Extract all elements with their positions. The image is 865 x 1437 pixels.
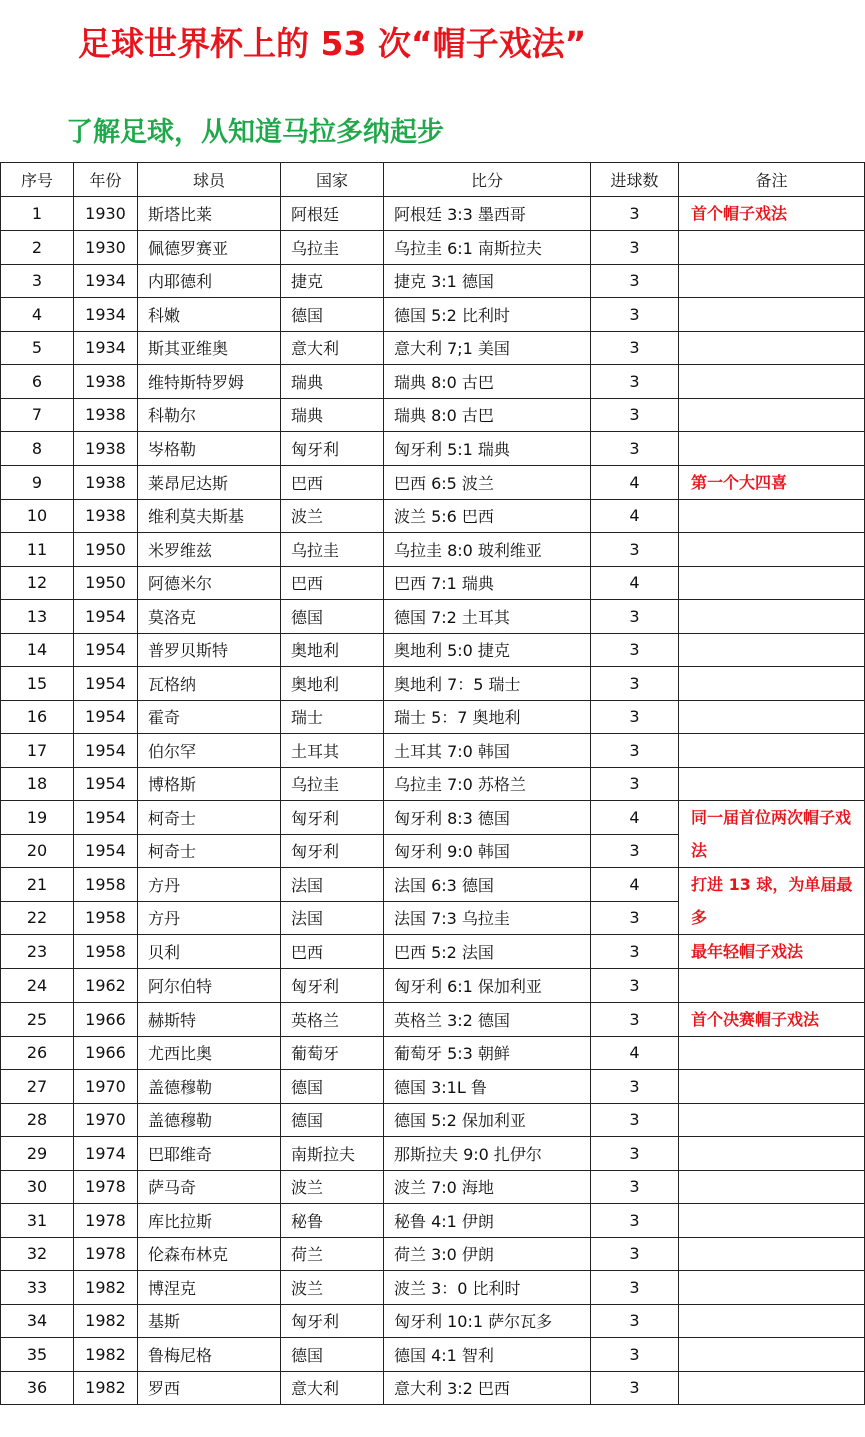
cell-country: 瑞典 bbox=[281, 398, 384, 432]
cell-index: 15 bbox=[1, 667, 74, 701]
cell-country: 瑞士 bbox=[281, 700, 384, 734]
cell-goals: 3 bbox=[591, 1204, 679, 1238]
cell-year: 1978 bbox=[74, 1204, 138, 1238]
cell-note bbox=[679, 1036, 865, 1070]
cell-note: 同一届首位两次帽子戏法 bbox=[679, 801, 865, 868]
cell-index: 9 bbox=[1, 465, 74, 499]
cell-country: 葡萄牙 bbox=[281, 1036, 384, 1070]
cell-player: 伯尔罕 bbox=[138, 734, 281, 768]
cell-note bbox=[679, 566, 865, 600]
cell-index: 33 bbox=[1, 1271, 74, 1305]
cell-note bbox=[679, 1103, 865, 1137]
cell-score: 秘鲁 4:1 伊朗 bbox=[384, 1204, 591, 1238]
cell-year: 1934 bbox=[74, 331, 138, 365]
cell-goals: 4 bbox=[591, 1036, 679, 1070]
cell-index: 28 bbox=[1, 1103, 74, 1137]
cell-player: 伦森布林克 bbox=[138, 1237, 281, 1271]
table-row bbox=[1, 1371, 865, 1405]
cell-note bbox=[679, 600, 865, 634]
cell-year: 1954 bbox=[74, 834, 138, 868]
cell-country: 德国 bbox=[281, 1070, 384, 1104]
cell-note bbox=[679, 1271, 865, 1305]
cell-player: 基斯 bbox=[138, 1304, 281, 1338]
cell-score: 土耳其 7:0 韩国 bbox=[384, 734, 591, 768]
cell-note bbox=[679, 533, 865, 567]
cell-country: 德国 bbox=[281, 298, 384, 332]
table-row bbox=[1, 1070, 865, 1104]
table-row bbox=[1, 734, 865, 768]
cell-country: 波兰 bbox=[281, 1271, 384, 1305]
cell-country: 德国 bbox=[281, 600, 384, 634]
cell-score: 英格兰 3:2 德国 bbox=[384, 1002, 591, 1036]
cell-year: 1958 bbox=[74, 935, 138, 969]
cell-score: 乌拉圭 7:0 苏格兰 bbox=[384, 767, 591, 801]
cell-player: 盖德穆勒 bbox=[138, 1103, 281, 1137]
cell-note bbox=[679, 432, 865, 466]
page-subtitle: 了解足球，从知道马拉多纳起步 bbox=[66, 117, 444, 148]
cell-index: 19 bbox=[1, 801, 74, 835]
cell-score: 德国 5:2 保加利亚 bbox=[384, 1103, 591, 1137]
cell-player: 米罗维兹 bbox=[138, 533, 281, 567]
cell-country: 匈牙利 bbox=[281, 834, 384, 868]
cell-year: 1938 bbox=[74, 465, 138, 499]
cell-player: 瓦格纳 bbox=[138, 667, 281, 701]
cell-player: 阿尔伯特 bbox=[138, 969, 281, 1003]
cell-year: 1982 bbox=[74, 1271, 138, 1305]
cell-goals: 3 bbox=[591, 1002, 679, 1036]
cell-goals: 3 bbox=[591, 935, 679, 969]
cell-year: 1954 bbox=[74, 734, 138, 768]
cell-player: 佩德罗赛亚 bbox=[138, 231, 281, 265]
cell-index: 8 bbox=[1, 432, 74, 466]
cell-player: 莫洛克 bbox=[138, 600, 281, 634]
cell-index: 10 bbox=[1, 499, 74, 533]
cell-player: 贝利 bbox=[138, 935, 281, 969]
table-row bbox=[1, 499, 865, 533]
cell-player: 霍奇 bbox=[138, 700, 281, 734]
cell-index: 1 bbox=[1, 197, 74, 231]
cell-year: 1970 bbox=[74, 1070, 138, 1104]
cell-note bbox=[679, 1070, 865, 1104]
column-header-country: 国家 bbox=[281, 163, 384, 197]
cell-country: 英格兰 bbox=[281, 1002, 384, 1036]
cell-goals: 3 bbox=[591, 264, 679, 298]
cell-note bbox=[679, 633, 865, 667]
cell-goals: 3 bbox=[591, 1271, 679, 1305]
table-row bbox=[1, 1204, 865, 1238]
cell-score: 德国 5:2 比利时 bbox=[384, 298, 591, 332]
table-row bbox=[1, 331, 865, 365]
cell-player: 科勒尔 bbox=[138, 398, 281, 432]
table-row bbox=[1, 868, 865, 902]
cell-country: 南斯拉夫 bbox=[281, 1137, 384, 1171]
cell-score: 德国 7:2 土耳其 bbox=[384, 600, 591, 634]
cell-note bbox=[679, 1237, 865, 1271]
table-row bbox=[1, 667, 865, 701]
cell-year: 1966 bbox=[74, 1002, 138, 1036]
cell-goals: 4 bbox=[591, 465, 679, 499]
table-row bbox=[1, 969, 865, 1003]
cell-player: 博格斯 bbox=[138, 767, 281, 801]
table-row bbox=[1, 801, 865, 835]
cell-player: 维特斯特罗姆 bbox=[138, 365, 281, 399]
cell-index: 30 bbox=[1, 1170, 74, 1204]
cell-player: 方丹 bbox=[138, 868, 281, 902]
cell-year: 1934 bbox=[74, 298, 138, 332]
cell-player: 莱昂尼达斯 bbox=[138, 465, 281, 499]
cell-year: 1982 bbox=[74, 1338, 138, 1372]
cell-goals: 3 bbox=[591, 231, 679, 265]
cell-note bbox=[679, 365, 865, 399]
hat-trick-table bbox=[0, 162, 865, 1405]
cell-country: 法国 bbox=[281, 868, 384, 902]
cell-year: 1982 bbox=[74, 1304, 138, 1338]
cell-index: 13 bbox=[1, 600, 74, 634]
cell-country: 奥地利 bbox=[281, 667, 384, 701]
table-row bbox=[1, 197, 865, 231]
cell-player: 阿德米尔 bbox=[138, 566, 281, 600]
cell-index: 24 bbox=[1, 969, 74, 1003]
cell-index: 35 bbox=[1, 1338, 74, 1372]
cell-score: 葡萄牙 5:3 朝鲜 bbox=[384, 1036, 591, 1070]
cell-note bbox=[679, 1137, 865, 1171]
cell-year: 1982 bbox=[74, 1371, 138, 1405]
cell-index: 7 bbox=[1, 398, 74, 432]
cell-year: 1958 bbox=[74, 868, 138, 902]
cell-goals: 3 bbox=[591, 734, 679, 768]
cell-index: 3 bbox=[1, 264, 74, 298]
cell-country: 乌拉圭 bbox=[281, 533, 384, 567]
cell-score: 匈牙利 5:1 瑞典 bbox=[384, 432, 591, 466]
cell-note bbox=[679, 767, 865, 801]
cell-note bbox=[679, 1170, 865, 1204]
cell-goals: 3 bbox=[591, 298, 679, 332]
cell-note bbox=[679, 264, 865, 298]
cell-index: 18 bbox=[1, 767, 74, 801]
cell-year: 1938 bbox=[74, 499, 138, 533]
cell-note: 首个帽子戏法 bbox=[679, 197, 865, 231]
cell-score: 荷兰 3:0 伊朗 bbox=[384, 1237, 591, 1271]
cell-country: 巴西 bbox=[281, 935, 384, 969]
cell-country: 波兰 bbox=[281, 1170, 384, 1204]
cell-index: 4 bbox=[1, 298, 74, 332]
cell-score: 奥地利 5:0 捷克 bbox=[384, 633, 591, 667]
cell-year: 1954 bbox=[74, 667, 138, 701]
cell-score: 匈牙利 9:0 韩国 bbox=[384, 834, 591, 868]
cell-year: 1938 bbox=[74, 432, 138, 466]
cell-score: 那斯拉夫 9:0 扎伊尔 bbox=[384, 1137, 591, 1171]
cell-player: 斯其亚维奥 bbox=[138, 331, 281, 365]
cell-index: 20 bbox=[1, 834, 74, 868]
cell-note bbox=[679, 231, 865, 265]
cell-goals: 3 bbox=[591, 1371, 679, 1405]
column-header-year: 年份 bbox=[74, 163, 138, 197]
cell-index: 5 bbox=[1, 331, 74, 365]
cell-year: 1954 bbox=[74, 801, 138, 835]
cell-goals: 3 bbox=[591, 533, 679, 567]
cell-note bbox=[679, 667, 865, 701]
cell-goals: 3 bbox=[591, 700, 679, 734]
cell-score: 瑞典 8:0 古巴 bbox=[384, 398, 591, 432]
cell-goals: 3 bbox=[591, 398, 679, 432]
cell-player: 库比拉斯 bbox=[138, 1204, 281, 1238]
cell-player: 科嫩 bbox=[138, 298, 281, 332]
cell-goals: 3 bbox=[591, 969, 679, 1003]
cell-note bbox=[679, 1204, 865, 1238]
cell-year: 1954 bbox=[74, 600, 138, 634]
cell-note bbox=[679, 331, 865, 365]
cell-score: 巴西 5:2 法国 bbox=[384, 935, 591, 969]
table-row bbox=[1, 600, 865, 634]
cell-player: 柯奇士 bbox=[138, 834, 281, 868]
cell-goals: 3 bbox=[591, 667, 679, 701]
cell-year: 1938 bbox=[74, 398, 138, 432]
cell-goals: 4 bbox=[591, 499, 679, 533]
table-header-row bbox=[1, 163, 865, 197]
cell-note bbox=[679, 700, 865, 734]
table-row bbox=[1, 533, 865, 567]
cell-note bbox=[679, 1371, 865, 1405]
cell-index: 22 bbox=[1, 901, 74, 935]
cell-index: 29 bbox=[1, 1137, 74, 1171]
cell-country: 法国 bbox=[281, 901, 384, 935]
column-header-goals: 进球数 bbox=[591, 163, 679, 197]
cell-score: 法国 6:3 德国 bbox=[384, 868, 591, 902]
cell-score: 乌拉圭 8:0 玻利维亚 bbox=[384, 533, 591, 567]
table-row bbox=[1, 1137, 865, 1171]
table-row bbox=[1, 365, 865, 399]
table-row bbox=[1, 1237, 865, 1271]
cell-score: 瑞典 8:0 古巴 bbox=[384, 365, 591, 399]
cell-year: 1978 bbox=[74, 1237, 138, 1271]
cell-year: 1938 bbox=[74, 365, 138, 399]
cell-note bbox=[679, 969, 865, 1003]
table-row bbox=[1, 432, 865, 466]
cell-year: 1930 bbox=[74, 231, 138, 265]
cell-note bbox=[679, 1304, 865, 1338]
table-row bbox=[1, 767, 865, 801]
cell-score: 德国 3:1L 鲁 bbox=[384, 1070, 591, 1104]
table-row bbox=[1, 231, 865, 265]
table-row bbox=[1, 465, 865, 499]
cell-country: 巴西 bbox=[281, 465, 384, 499]
table-row bbox=[1, 700, 865, 734]
cell-index: 36 bbox=[1, 1371, 74, 1405]
cell-player: 尤西比奥 bbox=[138, 1036, 281, 1070]
cell-country: 荷兰 bbox=[281, 1237, 384, 1271]
cell-goals: 3 bbox=[591, 600, 679, 634]
cell-goals: 3 bbox=[591, 901, 679, 935]
cell-goals: 3 bbox=[591, 1338, 679, 1372]
cell-goals: 4 bbox=[591, 868, 679, 902]
cell-index: 23 bbox=[1, 935, 74, 969]
cell-index: 11 bbox=[1, 533, 74, 567]
cell-country: 巴西 bbox=[281, 566, 384, 600]
cell-score: 波兰 5:6 巴西 bbox=[384, 499, 591, 533]
cell-country: 匈牙利 bbox=[281, 432, 384, 466]
cell-year: 1954 bbox=[74, 767, 138, 801]
cell-player: 柯奇士 bbox=[138, 801, 281, 835]
cell-note bbox=[679, 1338, 865, 1372]
cell-country: 秘鲁 bbox=[281, 1204, 384, 1238]
table-row bbox=[1, 566, 865, 600]
cell-year: 1978 bbox=[74, 1170, 138, 1204]
cell-note bbox=[679, 398, 865, 432]
cell-score: 巴西 6:5 波兰 bbox=[384, 465, 591, 499]
cell-note: 打进 13 球，为单届最多 bbox=[679, 868, 865, 935]
cell-country: 捷克 bbox=[281, 264, 384, 298]
cell-country: 匈牙利 bbox=[281, 801, 384, 835]
cell-country: 奥地利 bbox=[281, 633, 384, 667]
cell-country: 意大利 bbox=[281, 1371, 384, 1405]
cell-score: 阿根廷 3:3 墨西哥 bbox=[384, 197, 591, 231]
cell-score: 意大利 3:2 巴西 bbox=[384, 1371, 591, 1405]
cell-score: 奥地利 7：5 瑞士 bbox=[384, 667, 591, 701]
cell-country: 德国 bbox=[281, 1103, 384, 1137]
cell-player: 萨马奇 bbox=[138, 1170, 281, 1204]
cell-note: 最年轻帽子戏法 bbox=[679, 935, 865, 969]
table-row bbox=[1, 398, 865, 432]
cell-score: 巴西 7:1 瑞典 bbox=[384, 566, 591, 600]
cell-player: 岑格勒 bbox=[138, 432, 281, 466]
cell-goals: 3 bbox=[591, 432, 679, 466]
cell-player: 维利莫夫斯基 bbox=[138, 499, 281, 533]
cell-index: 26 bbox=[1, 1036, 74, 1070]
table-row bbox=[1, 1304, 865, 1338]
cell-index: 27 bbox=[1, 1070, 74, 1104]
column-header-score: 比分 bbox=[384, 163, 591, 197]
column-header-player: 球员 bbox=[138, 163, 281, 197]
table-row bbox=[1, 1271, 865, 1305]
cell-player: 方丹 bbox=[138, 901, 281, 935]
cell-index: 14 bbox=[1, 633, 74, 667]
column-header-note: 备注 bbox=[679, 163, 865, 197]
cell-year: 1934 bbox=[74, 264, 138, 298]
cell-goals: 3 bbox=[591, 365, 679, 399]
cell-goals: 3 bbox=[591, 1237, 679, 1271]
table-row bbox=[1, 633, 865, 667]
cell-year: 1958 bbox=[74, 901, 138, 935]
cell-country: 土耳其 bbox=[281, 734, 384, 768]
cell-player: 赫斯特 bbox=[138, 1002, 281, 1036]
column-header-index: 序号 bbox=[1, 163, 74, 197]
table-row bbox=[1, 1338, 865, 1372]
cell-year: 1950 bbox=[74, 533, 138, 567]
cell-goals: 3 bbox=[591, 1103, 679, 1137]
cell-index: 32 bbox=[1, 1237, 74, 1271]
cell-player: 博涅克 bbox=[138, 1271, 281, 1305]
cell-index: 2 bbox=[1, 231, 74, 265]
cell-note: 第一个大四喜 bbox=[679, 465, 865, 499]
cell-player: 内耶德利 bbox=[138, 264, 281, 298]
cell-score: 法国 7:3 乌拉圭 bbox=[384, 901, 591, 935]
cell-note: 首个决赛帽子戏法 bbox=[679, 1002, 865, 1036]
cell-goals: 3 bbox=[591, 633, 679, 667]
cell-index: 16 bbox=[1, 700, 74, 734]
cell-index: 25 bbox=[1, 1002, 74, 1036]
cell-year: 1954 bbox=[74, 700, 138, 734]
cell-score: 匈牙利 10:1 萨尔瓦多 bbox=[384, 1304, 591, 1338]
table-row bbox=[1, 1002, 865, 1036]
cell-goals: 3 bbox=[591, 1170, 679, 1204]
cell-year: 1930 bbox=[74, 197, 138, 231]
cell-year: 1974 bbox=[74, 1137, 138, 1171]
cell-player: 巴耶维奇 bbox=[138, 1137, 281, 1171]
cell-score: 乌拉圭 6:1 南斯拉夫 bbox=[384, 231, 591, 265]
cell-country: 意大利 bbox=[281, 331, 384, 365]
cell-country: 瑞典 bbox=[281, 365, 384, 399]
cell-year: 1966 bbox=[74, 1036, 138, 1070]
cell-year: 1970 bbox=[74, 1103, 138, 1137]
cell-player: 鲁梅尼格 bbox=[138, 1338, 281, 1372]
cell-country: 乌拉圭 bbox=[281, 767, 384, 801]
cell-country: 德国 bbox=[281, 1338, 384, 1372]
cell-goals: 3 bbox=[591, 331, 679, 365]
table-row bbox=[1, 298, 865, 332]
cell-index: 12 bbox=[1, 566, 74, 600]
cell-year: 1950 bbox=[74, 566, 138, 600]
table-row bbox=[1, 935, 865, 969]
cell-score: 波兰 7:0 海地 bbox=[384, 1170, 591, 1204]
cell-note bbox=[679, 298, 865, 332]
cell-goals: 3 bbox=[591, 767, 679, 801]
cell-country: 乌拉圭 bbox=[281, 231, 384, 265]
table-row bbox=[1, 1103, 865, 1137]
cell-score: 匈牙利 6:1 保加利亚 bbox=[384, 969, 591, 1003]
cell-score: 德国 4:1 智利 bbox=[384, 1338, 591, 1372]
cell-player: 罗西 bbox=[138, 1371, 281, 1405]
cell-year: 1954 bbox=[74, 633, 138, 667]
cell-player: 普罗贝斯特 bbox=[138, 633, 281, 667]
cell-country: 阿根廷 bbox=[281, 197, 384, 231]
page-title: 足球世界杯上的 53 次“帽子戏法” bbox=[78, 24, 587, 63]
cell-goals: 3 bbox=[591, 197, 679, 231]
cell-goals: 3 bbox=[591, 1137, 679, 1171]
cell-player: 斯塔比莱 bbox=[138, 197, 281, 231]
cell-score: 匈牙利 8:3 德国 bbox=[384, 801, 591, 835]
cell-score: 波兰 3：0 比利时 bbox=[384, 1271, 591, 1305]
cell-index: 21 bbox=[1, 868, 74, 902]
cell-country: 匈牙利 bbox=[281, 1304, 384, 1338]
cell-country: 波兰 bbox=[281, 499, 384, 533]
table-row bbox=[1, 1036, 865, 1070]
cell-player: 盖德穆勒 bbox=[138, 1070, 281, 1104]
cell-goals: 3 bbox=[591, 1070, 679, 1104]
cell-note bbox=[679, 734, 865, 768]
cell-score: 意大利 7;1 美国 bbox=[384, 331, 591, 365]
cell-year: 1962 bbox=[74, 969, 138, 1003]
cell-index: 31 bbox=[1, 1204, 74, 1238]
cell-score: 瑞士 5：7 奥地利 bbox=[384, 700, 591, 734]
cell-goals: 4 bbox=[591, 801, 679, 835]
cell-note bbox=[679, 499, 865, 533]
cell-country: 匈牙利 bbox=[281, 969, 384, 1003]
cell-index: 17 bbox=[1, 734, 74, 768]
cell-goals: 3 bbox=[591, 1304, 679, 1338]
cell-score: 捷克 3:1 德国 bbox=[384, 264, 591, 298]
cell-index: 6 bbox=[1, 365, 74, 399]
table-row bbox=[1, 264, 865, 298]
cell-index: 34 bbox=[1, 1304, 74, 1338]
cell-goals: 4 bbox=[591, 566, 679, 600]
table-row bbox=[1, 1170, 865, 1204]
cell-goals: 3 bbox=[591, 834, 679, 868]
